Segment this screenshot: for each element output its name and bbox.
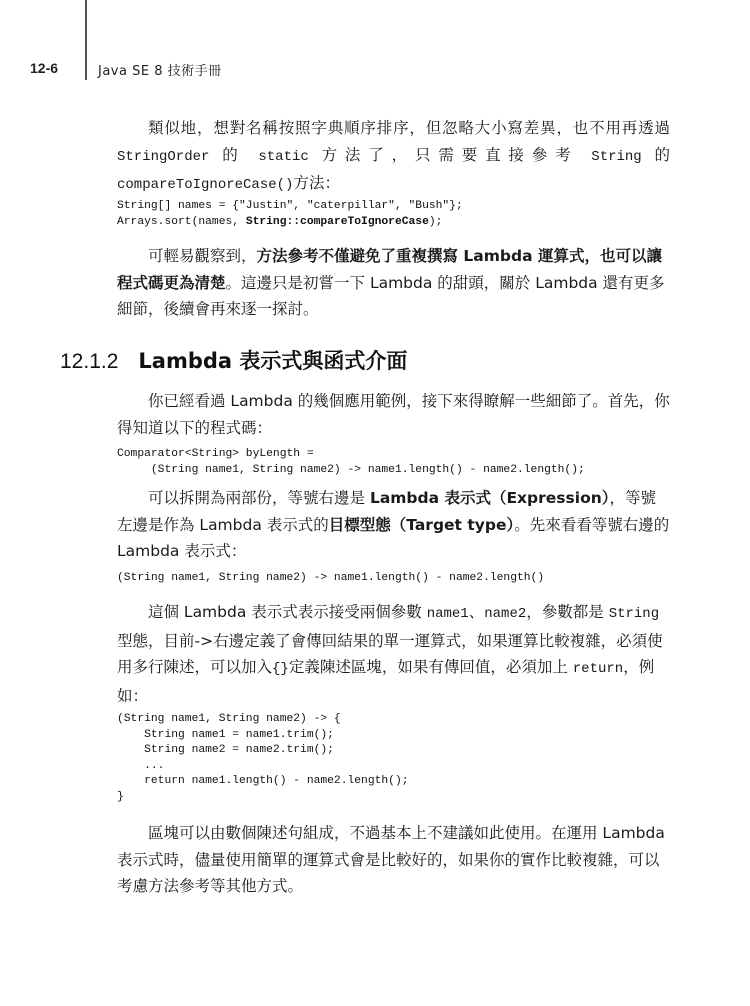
running-header-book-title: Java SE 8 技術手冊 [98,64,222,79]
parameters-paragraph [117,599,670,709]
code-line: ... [117,759,165,772]
section-heading [60,345,407,375]
para4-text-1: 可以拆開為兩部份，等號右邊是 [148,489,370,507]
code-line: String name2 = name2.trim(); [117,744,334,757]
intro-paragraph [117,115,670,199]
code-line: (String name1, String name2) -> { [117,713,341,725]
code-return: return [572,661,624,677]
lambda-intro-paragraph [117,388,670,441]
intro-text-2: 的 [209,145,259,164]
block-advice-paragraph [117,820,670,900]
code-block-multiline-lambda [117,712,677,806]
para2-text-2: 。這邊只是初嘗一下 Lambda 的甜頭，關於 Lambda 還有更多細節，後續會再來逐一探討。 [117,273,665,318]
code-line: (String name1, String name2) -> name1.length() - name2.length(); [117,463,585,476]
code-stringorder: StringOrder [117,148,210,165]
code-line: Comparator<String> byLength = [117,448,314,460]
code-line: } [117,790,124,803]
code-braces: {} [272,661,289,677]
code-line: Arrays.sort(names, [117,215,246,228]
para5-text-1: 這個 Lambda 表示式表示接受兩個參數 [148,603,427,621]
page-number: 12-6 [30,60,59,76]
code-string-type: String [608,606,660,622]
section-title: Lambda 表示式與函式介面 [138,349,408,373]
code-line: return name1.length() - name2.length(); [117,775,409,788]
code-string: String [591,148,642,165]
intro-text-5: 方法： [293,174,340,192]
para5-text-6: ，例如： [117,658,655,705]
code-line-end: ); [428,215,443,228]
intro-text-1: 類似地，想對名稱按照字典順序排序，但忽略大小寫差異，也不用再透過 [148,119,670,137]
code-name1: name1 [426,606,469,622]
para5-text-3: ，參數都是 [526,603,609,621]
para5-text-4: 型態，目前->右邊定義了會傳回結果的單一運算式，如果運算比較複雜，必須使用多行陳述，可以加入 [117,631,663,676]
term-lambda-expression: Lambda 表示式（Expression） [369,489,610,507]
section-number: 12.1.2 [60,350,119,373]
expression-target-paragraph [117,485,670,565]
para4-text-2: ，等號左邊是作為 Lambda 表示式的 [117,489,657,534]
para2-text-1: 可輕易觀察到， [148,247,257,265]
para4-text-3: 。先來看看等號右邊的 Lambda 表示式： [117,515,670,560]
code-name2: name2 [484,606,527,622]
code-method-reference: String::compareToIgnoreCase [245,215,429,228]
para6-text: 區塊可以由數個陳述句組成，不過基本上不建議如此使用。在運用 Lambda 表示式時，儘量使用簡單的運算式會是比較好的，如果你的實作比較複雜，可以考慮方法參考等其他方式。 [117,824,665,895]
code-line: String[] names = {"Justin", "caterpillar", "Bush"}; [117,200,463,212]
para5-text-2: 、 [468,603,485,621]
term-target-type: 目標型態（Target type） [328,515,515,534]
code-block-comparator [117,447,677,478]
code-static: static [258,148,309,165]
code-line: String name1 = name1.trim(); [117,728,334,741]
code-block-lambda [117,571,677,587]
code-line: (String name1, String name2) -> name1.length() - name2.length() [117,572,545,584]
header-divider-line [85,0,87,80]
para5-text-5: 定義陳述區塊，如果有傳回值，必須加上 [288,658,573,676]
para3-text: 你已經看過 Lambda 的幾個應用範例，接下來得瞭解一些細節了。首先，你得知道以下的程式碼： [117,392,670,437]
para2-emphasis: 方法參考不僅避免了重複撰寫 Lambda 運算式，也可以讓程式碼更為清楚 [117,247,662,292]
code-block-sort [117,199,677,230]
method-reference-paragraph [117,243,670,323]
intro-text-4: 的 [641,145,671,164]
intro-text-3: 方法了，只需要直接參考 [308,145,592,164]
code-comparetoignorecase: compareToIgnoreCase() [117,177,294,193]
